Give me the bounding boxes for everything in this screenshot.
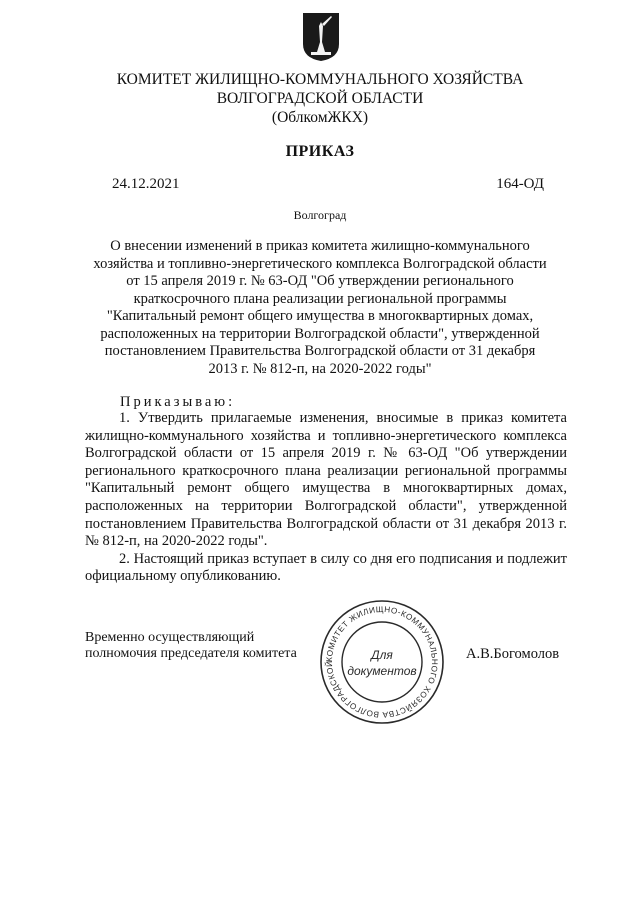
- document-date: 24.12.2021: [112, 176, 180, 192]
- organization-header: [0, 70, 640, 127]
- org-name-line2: ВОЛГОГРАДСКОЙ ОБЛАСТИ: [216, 90, 424, 107]
- document-title: ПРИКАЗ: [285, 143, 355, 160]
- body-item-1: 1. Утвердить прилагаемые изменения, вносимые в приказ комитета жилищно-коммунального хозяйства и топливно-энергетического комплекса Волгоградской области от 15 апреля 2019 г. № 63-ОД "Об утверждении регионального краткосрочного плана реализации региональной программы "Капитальный ремонт общего имущества в многоквартирных домах, расположенных на территории Волгоградской области", утвержденной постановлением Правительства Волгоградской области от 31 декабря 2013 г. № 812-п, на 2020-2022 годы".: [85, 410, 567, 550]
- document-number: 164-ОД: [496, 176, 544, 192]
- stamp-center-line1: Для: [371, 648, 393, 662]
- official-stamp: [318, 598, 446, 726]
- signatory-role-line1: Временно осуществляющий: [85, 630, 255, 645]
- org-short-name: (ОблкомЖКХ): [271, 109, 369, 126]
- org-name-line1: КОМИТЕТ ЖИЛИЩНО-КОММУНАЛЬНОГО ХОЗЯЙСТВА: [116, 71, 524, 88]
- volgograd-emblem-icon: [302, 12, 340, 62]
- document-city: Волгоград: [293, 208, 347, 222]
- stamp-outer-ring: [321, 601, 443, 723]
- document-body: [85, 410, 567, 586]
- signatory-role: [85, 630, 297, 662]
- signatory-role-line2: полномочия председателя комитета: [85, 646, 297, 661]
- stamp-inner-ring: [342, 622, 422, 702]
- order-word: Приказываю:: [120, 394, 236, 410]
- body-item-2: 2. Настоящий приказ вступает в силу со дня его подписания и подлежит официальному опубликованию.: [85, 550, 567, 585]
- signatory-name: А.В.Богомолов: [466, 646, 560, 662]
- stamp-center-line2: документов: [347, 664, 417, 678]
- stamp-ring-text-path: КОМИТЕТ ЖИЛИЩНО-КОММУНАЛЬНОГО ХОЗЯЙСТВА ВОЛГОГРАДСКОЙ: [324, 604, 440, 720]
- document-subject: О внесении изменений в приказ комитета жилищно-коммунального хозяйства и топливно-энергетического комплекса Волгоградской области от 15 апреля 2019 г. № 63-ОД "Об утверждении регионального краткосрочного плана реализации региональной программы "Капитальный ремонт общего имущества в многоквартирных домах, расположенных на территории Волгоградской области", утвержденной постановлением Правительства Волгоградской области от 31 декабря 2013 г. № 812-п, на 2020-2022 годы": [93, 238, 547, 377]
